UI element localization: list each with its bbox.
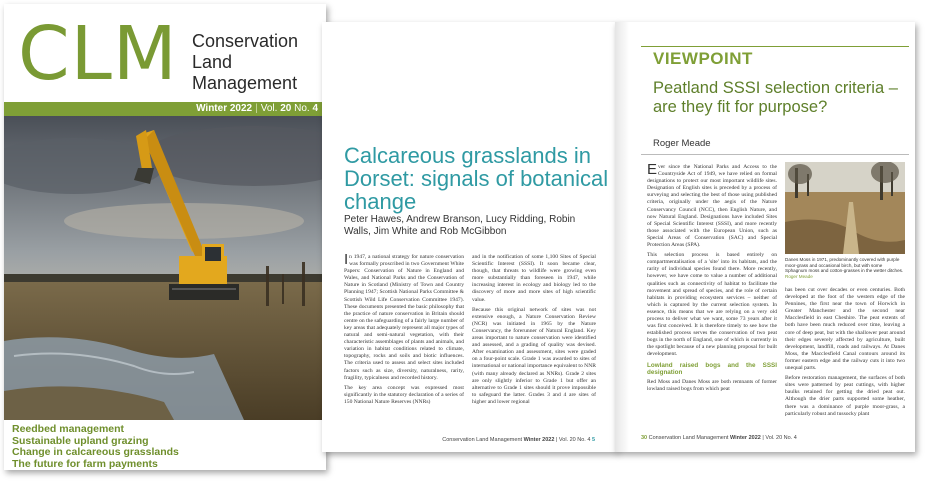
- article-column-1: [344, 251, 464, 409]
- body-paragraph: Ever since the National Parks and Access to the Countryside Act of 1949, we have relied on formal designations to protect our most important wildlife sites. Designation of English sites is preceded by a process of surveying and selecting the best of those using published criteria, originally under the aegis of the Nature Conservancy Council (NCC), then English Nature, and now Natural England. Designations have included Sites of Special Scientific Interest (SSSI), and more recently those associated with the European Union, such as Special Areas of Conservation (SAC) and Special Protection Areas (SPA).: [647, 161, 777, 249]
- issue-number: 4: [312, 103, 318, 114]
- cover-headline: Change in calcareous grasslands: [12, 446, 179, 458]
- cover-headline: Reedbed management: [12, 423, 125, 435]
- issue-date: Winter 2022: [196, 103, 253, 114]
- photo-credit: Roger Meade: [785, 273, 813, 279]
- subheading: Lowland raised bogs and the SSSI designation: [647, 361, 777, 377]
- article-title: Calcareous grasslands in Dorset: signals of botanical change: [344, 143, 609, 214]
- divider: [641, 154, 909, 155]
- section-rule: [641, 46, 909, 47]
- body-paragraph: has been cut over decades or even centuries. Both developed at the foot of the western edge of the Pennines, the first near the town of Horwich in Greater Manchester and the second near Macclesfield in east Cheshire. The peat extents of both have been much reduced over time, leaving a core of deep peat, but with the shallower peat around their edges severely affected by agriculture, built development, landfill, roads and railways. At Danes Moss, the Macclesfield Canal contours around its former eastern edge and the railway cuts it into two unequal parts.: [785, 287, 905, 372]
- cover-header: [4, 4, 326, 102]
- article-column-2: [472, 254, 596, 409]
- article-author: Roger Meade: [653, 138, 711, 149]
- body-paragraph: In 1947, a national strategy for nature conservation was formally proscribed in two Government White Papers: Conservation of Nature in England and Wales, and National Parks and the Conservation of Nature in Scotland (Ministry of Town and Country Planning 1947; Scottish National Parks Committee & Scottish Wild Life Conservation Committee 1947). These documents presented the basic philosophy that the practice of nature conservation in Britain should centre on the safeguarding of a fairly large number of key areas that adequately represent all major types of natural and semi-natural vegetation, with their characteristic assemblages of plants and animals, and variation in habitat conditions related to climate, topography, rocks and soils and biotic influences. The criteria used to assess and select sites included factors such as size, diversity, naturalness, rarity, fragility, typicalness and recorded history.: [344, 251, 464, 381]
- no-label: No.: [294, 103, 310, 114]
- article-column-2: [785, 287, 905, 421]
- issue-bar: Winter 2022 | Vol. 20 No. 4: [4, 102, 326, 116]
- section-label: VIEWPOINT: [653, 49, 753, 68]
- clm-logo: CLM: [18, 11, 178, 97]
- viewpoint-page: [615, 22, 915, 452]
- cover-headlines: [12, 424, 322, 470]
- page-number: 5: [591, 437, 595, 443]
- photo-caption: Danes Moss in 1971, predominantly covered with purple moor-grass and occasional birch, but with some Sphagnum moss and cotton-grasses in the wetter ditches. Roger Meade: [785, 257, 904, 279]
- body-paragraph: Red Moss and Danes Moss are both remnants of former lowland raised bogs from which peat: [647, 378, 777, 392]
- masthead-line: Management: [192, 73, 298, 93]
- page-footer: Conservation Land Management Winter 2022 | Vol. 20 No. 4 5: [442, 437, 595, 443]
- vol-number: 20: [280, 103, 292, 114]
- article-title: Peatland SSSI selection criteria – are they fit for purpose?: [653, 79, 898, 116]
- masthead-line: Land: [192, 52, 233, 72]
- masthead-title: [192, 31, 298, 94]
- vol-label: Vol.: [260, 103, 278, 114]
- body-paragraph: Because this original network of sites was not extensive enough, a Nature Conservation Review (NCR) was initiated in 1965 by the Nature Conservancy, the forerunner of Natural England. Key areas important to nature conservation were identified and assessed, and a grading of quality was devised. After examination and assessment, sites were graded on a four-point scale. Grade 1 was awarded to sites of international or national importance equivalent to NNR (with many already declared as NNRs). Grade 2 sites are only slightly inferior to Grade 1 but offer an alternative to Grade 1 sites should it prove impossible to safeguard the latter. Grades 3 and 4 are sites of higher and lower regional: [472, 306, 596, 405]
- body-paragraph: The key area concept was expressed most significantly in the statutory declaration of a series of 150 National Nature Reserves (NNRs): [344, 384, 464, 405]
- drop-cap: I: [344, 251, 349, 268]
- body-paragraph: and in the notification of some 1,100 Sites of Special Scientific Interest (SSSI). It soon became clear, though, that threats to wildlife were growing even more substantially than foreseen in 1947, while increasing interest in ecology and biology led to the discovery of more and more sites of high scientific value.: [472, 254, 596, 303]
- article-authors: Peter Hawes, Andrew Branson, Lucy Ridding, Robin Walls, Jim White and Rob McGibbon: [344, 214, 576, 237]
- body-paragraph: This selection process is based entirely on compartmentalisation of a 'site' into its habitats, and the rarity of individual species found there. More recently, however, we have come to value a number of additional qualities such as connectivity of habitat to facilitate the movement and spread of species, and the role of certain habitats in providing ecosystem services – neither of which is captured by the current selection system. In essence, this means that we are relying on a very old process to deliver what we want, some 73 years after it was first conceived. It is therefore timely to see how the established process serves the conservation of two peat bogs in the north of England, one of which is currently in the spotlight because of a new planning proposal for built development.: [647, 252, 777, 358]
- drop-cap: E: [647, 161, 658, 178]
- body-paragraph: Before restoration management, the surfaces of both sites were patterned by peat cuttings, with higher baulks retained for getting the dried peat out. Although the drier parts supported some heather, there was a dominance of purple moor-grass, a particularly robust and tussocky plant: [785, 375, 905, 417]
- masthead-line: Conservation: [192, 31, 299, 51]
- article-page-calcareous: [322, 22, 617, 452]
- page-footer: 30 Conservation Land Management Winter 2022 | Vol. 20 No. 4: [641, 435, 797, 441]
- cover-photo-excavator: [4, 116, 326, 420]
- page-number: 30: [641, 435, 648, 441]
- article-column-1: [647, 161, 777, 396]
- danes-moss-photo: [785, 162, 905, 254]
- cover-headline: The future for farm payments: [12, 457, 158, 470]
- cover-headline: Sustainable upland grazing: [12, 434, 149, 447]
- magazine-cover: [4, 4, 326, 470]
